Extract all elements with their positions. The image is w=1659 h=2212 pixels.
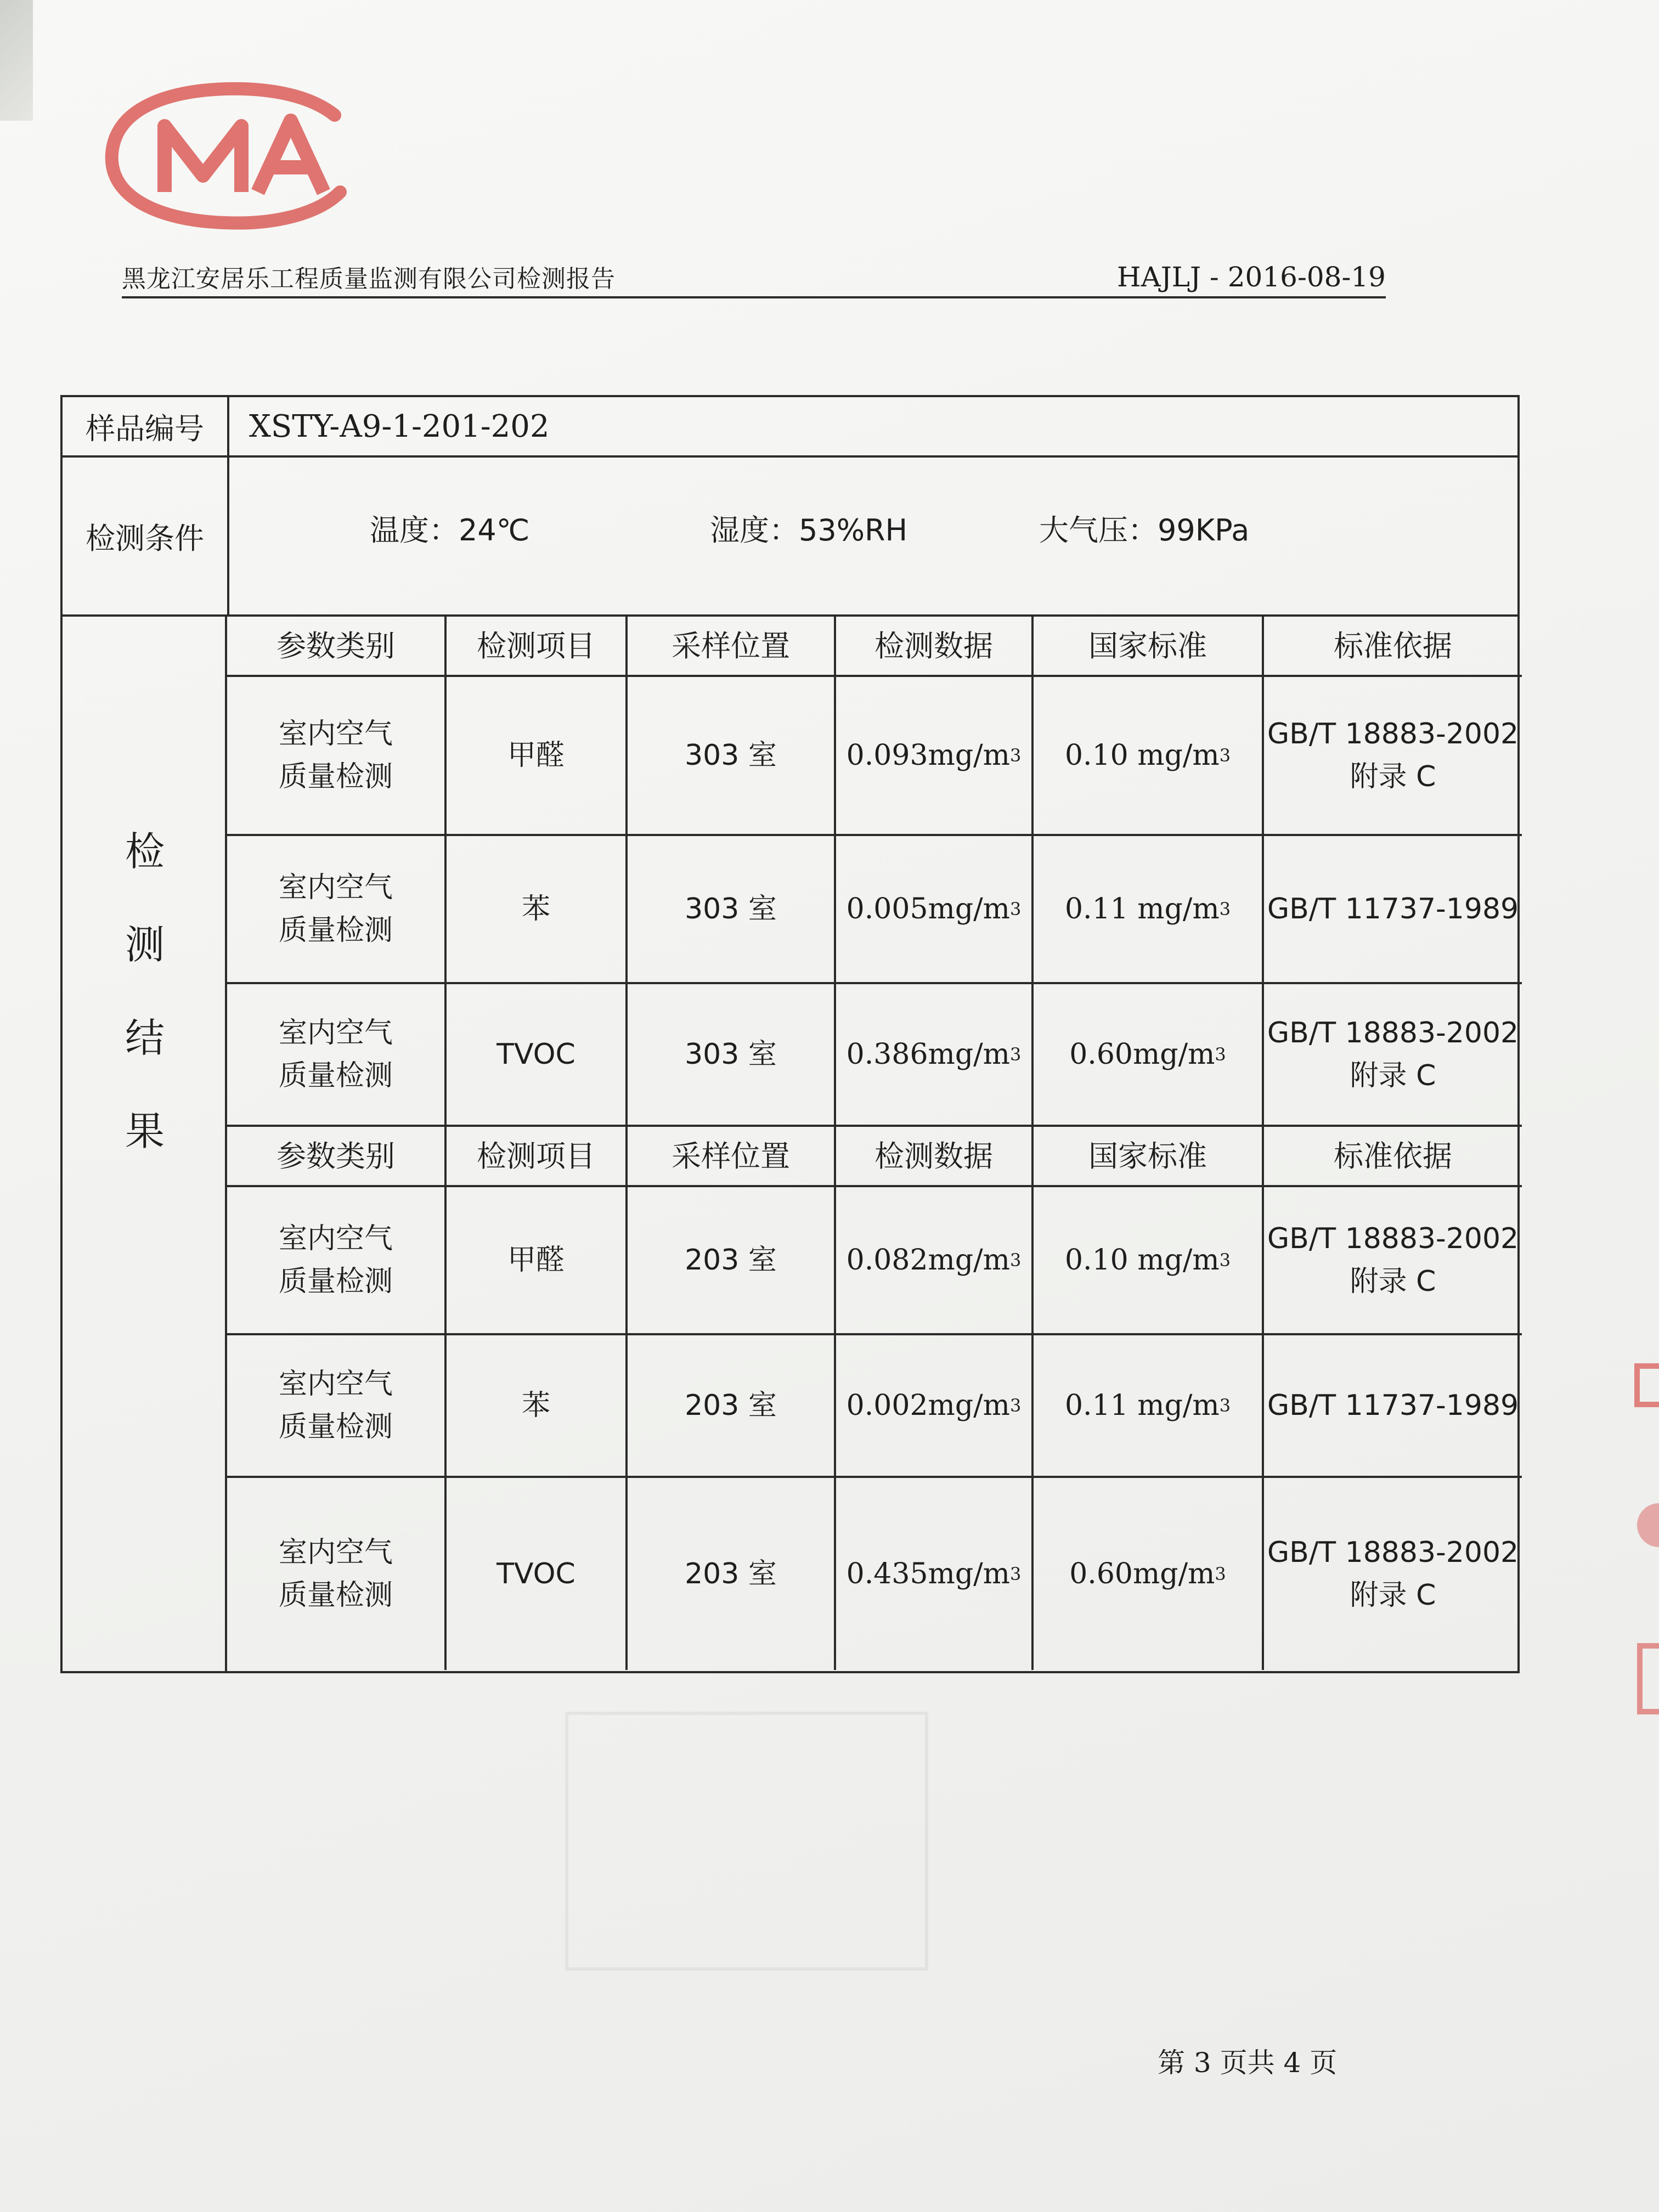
result-value-text: 0.386mg/m bbox=[846, 1038, 1010, 1071]
paper-corner bbox=[0, 0, 33, 121]
result-basis: GB/T 18883-2002 附录 C bbox=[1264, 677, 1522, 836]
result-standard: 0.60mg/m 3 bbox=[1034, 1478, 1264, 1670]
result-standard: 0.60mg/m 3 bbox=[1034, 984, 1264, 1127]
conditions-row bbox=[63, 458, 1517, 617]
header-basis: 标准依据 bbox=[1264, 617, 1522, 677]
result-value-text: 0.002mg/m bbox=[846, 1389, 1010, 1422]
result-value-text: 0.093mg/m bbox=[846, 739, 1010, 772]
results-label-char: 果 bbox=[125, 1108, 165, 1154]
result-standard: 0.10 mg/m 3 bbox=[1034, 1187, 1264, 1335]
result-location: 203 室 bbox=[628, 1478, 836, 1670]
result-category: 室内空气 质量检测 bbox=[227, 1478, 447, 1670]
results-label bbox=[63, 617, 227, 1671]
company-name: 黑龙江安居乐工程质量监测有限公司检测报告 bbox=[122, 265, 616, 293]
result-location: 303 室 bbox=[628, 836, 836, 984]
result-standard-text: 0.60mg/m bbox=[1069, 1558, 1215, 1590]
humidity-value: 湿度：53%RH bbox=[710, 512, 908, 548]
header-category: 参数类别 bbox=[227, 617, 447, 677]
results-label-char: 测 bbox=[125, 922, 165, 968]
header-category: 参数类别 bbox=[227, 1127, 447, 1187]
pressure-value: 大气压：99KPa bbox=[1039, 512, 1250, 548]
result-basis: GB/T 11737-1989 bbox=[1264, 836, 1522, 984]
result-basis: GB/T 18883-2002 附录 C bbox=[1264, 1187, 1522, 1335]
header-item: 检测项目 bbox=[447, 1127, 628, 1187]
result-item: 甲醛 bbox=[447, 677, 628, 836]
result-standard-text: 0.10 mg/m bbox=[1064, 1244, 1220, 1277]
header-value: 检测数据 bbox=[836, 617, 1034, 677]
result-value-text: 0.005mg/m bbox=[846, 893, 1010, 926]
conditions-label: 检测条件 bbox=[63, 458, 229, 614]
result-value: 0.386mg/m 3 bbox=[836, 984, 1034, 1127]
temperature-value: 温度：24℃ bbox=[370, 512, 530, 548]
result-basis: GB/T 18883-2002 附录 C bbox=[1267, 1536, 1519, 1612]
result-category: 室内空气 质量检测 bbox=[227, 677, 447, 836]
result-value: 0.005mg/m 3 bbox=[836, 836, 1034, 984]
result-basis: GB/T 18883-2002 附录 C bbox=[1264, 984, 1522, 1127]
header-location: 采样位置 bbox=[628, 617, 836, 677]
header-value: 检测数据 bbox=[836, 1127, 1034, 1187]
header-location: 采样位置 bbox=[628, 1127, 836, 1187]
result-value: 0.435mg/m 3 bbox=[836, 1478, 1034, 1670]
result-location: 303 室 bbox=[628, 677, 836, 836]
result-standard-text: 0.11 mg/m bbox=[1064, 893, 1220, 926]
page-number: 第 3 页共 4 页 bbox=[1158, 2047, 1338, 2079]
result-standard: 0.10 mg/m 3 bbox=[1034, 677, 1264, 836]
result-location: 303 室 bbox=[628, 984, 836, 1127]
report-table bbox=[60, 395, 1520, 1673]
header-basis: 标准依据 bbox=[1264, 1127, 1522, 1187]
result-value: 0.002mg/m 3 bbox=[836, 1335, 1034, 1478]
partial-seal-graphic bbox=[1626, 1361, 1659, 1810]
result-standard-text: 0.60mg/m bbox=[1069, 1038, 1215, 1071]
cma-seal-graphic bbox=[99, 77, 384, 236]
header-standard: 国家标准 bbox=[1034, 1127, 1264, 1187]
sample-label: 样品编号 bbox=[63, 397, 229, 455]
result-value: 0.093mg/m 3 bbox=[836, 677, 1034, 836]
result-category: 室内空气 质量检测 bbox=[227, 984, 447, 1127]
result-location: 203 室 bbox=[628, 1335, 836, 1478]
result-standard: 0.11 mg/m 3 bbox=[1034, 1335, 1264, 1478]
result-value: 0.082mg/m 3 bbox=[836, 1187, 1034, 1335]
result-item: 苯 bbox=[447, 1335, 628, 1478]
result-category: 室内空气 质量检测 bbox=[227, 1335, 447, 1478]
result-standard-text: 0.10 mg/m bbox=[1064, 739, 1220, 772]
result-value-text: 0.435mg/m bbox=[846, 1558, 1010, 1590]
result-item: 苯 bbox=[447, 836, 628, 984]
cma-seal bbox=[99, 77, 384, 236]
result-location: 203 室 bbox=[628, 1187, 836, 1335]
result-value-text: 0.082mg/m bbox=[846, 1244, 1010, 1277]
result-standard-text: 0.11 mg/m bbox=[1064, 1389, 1220, 1422]
header-item: 检测项目 bbox=[447, 617, 628, 677]
bleed-through-marks bbox=[565, 1712, 928, 1971]
report-code: HAJLJ - 2016-08-19 bbox=[1117, 261, 1386, 293]
sample-row bbox=[63, 397, 1517, 458]
result-basis: GB/T 11737-1989 bbox=[1264, 1335, 1522, 1478]
result-item: 甲醛 bbox=[447, 1187, 628, 1335]
result-item: TVOC bbox=[447, 984, 628, 1127]
partial-seal bbox=[1626, 1361, 1659, 1810]
results-grid bbox=[227, 617, 1517, 1671]
report-header bbox=[122, 258, 1386, 298]
result-category: 室内空气 质量检测 bbox=[227, 1187, 447, 1335]
results-label-char: 检 bbox=[125, 828, 165, 874]
result-category: 室内空气 质量检测 bbox=[227, 836, 447, 984]
sample-value: XSTY-A9-1-201-202 bbox=[249, 408, 550, 444]
result-item: TVOC bbox=[447, 1478, 628, 1670]
result-standard: 0.11 mg/m 3 bbox=[1034, 836, 1264, 984]
header-standard: 国家标准 bbox=[1034, 617, 1264, 677]
results-label-char: 结 bbox=[125, 1015, 165, 1061]
